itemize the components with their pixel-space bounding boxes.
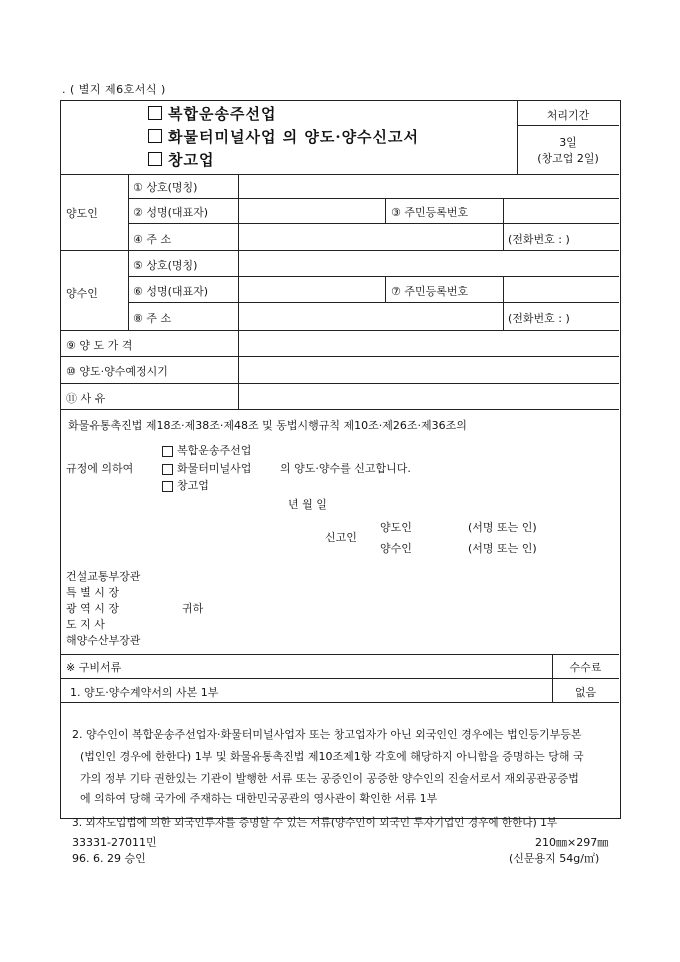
checkbox-icon[interactable] (162, 464, 173, 475)
addressee-3: 광 역 시 장 (66, 602, 119, 615)
declaration-option-3: 창고업 (162, 477, 209, 493)
declaration-option-1: 복합운송주선업 (162, 442, 251, 458)
checkbox-icon[interactable] (162, 446, 173, 457)
doc-item-3: 3. 외자도입법에 의한 외국인투자를 증명할 수 있는 서류(양수인이 외국인 투자기업인 경우에 한한다) 1부 (72, 817, 558, 829)
declaration-date: 년 월 일 (288, 498, 327, 511)
transferor-regno-input[interactable] (505, 200, 617, 221)
transferee-rep-label: ⑥ 성명(대표자) (133, 285, 209, 298)
transferee-addr-input[interactable] (240, 304, 501, 328)
processing-warehouse: (창고업 2일) (537, 152, 599, 165)
declarant-transferee: 양수인 (380, 542, 412, 555)
transferee-label: 양수인 (66, 287, 98, 300)
price-input[interactable] (240, 332, 617, 354)
transferee-regno-label: ⑦ 주민등록번호 (391, 285, 469, 298)
transferor-addr-input[interactable] (240, 225, 501, 248)
honorific: 귀하 (182, 602, 204, 615)
transferor-name-label: ① 상호(명칭) (133, 181, 198, 194)
title-option-1: 복합운송주선업 (148, 103, 276, 124)
transferee-name-input[interactable] (240, 252, 617, 274)
declaration-prefix: 규정에 의하여 (66, 462, 134, 475)
reason-label: ⑪ 사 유 (66, 392, 106, 405)
fee-value: 없음 (574, 686, 597, 699)
footer-paper-size: 210㎜×297㎜ (535, 836, 609, 849)
title-option-2: 화물터미널사업 의 양도·양수신고서 (148, 126, 419, 147)
addressee-1: 건설교통부장관 (66, 570, 141, 583)
footer-approval: 96. 6. 29 승인 (72, 852, 146, 865)
transferor-phone: (전화번호 : ) (508, 233, 570, 246)
doc-item-2-line2: (법인인 경우에 한한다) 1부 및 화물유통촉진법 제10조제1항 각호에 해당하지 아니함을 증명하는 당해 국 (80, 750, 584, 763)
transferee-phone: (전화번호 : ) (508, 312, 570, 325)
price-label: ⑨ 양 도 가 격 (66, 339, 133, 352)
declaration-suffix: 의 양도·양수를 신고합니다. (280, 462, 411, 475)
checkbox-icon[interactable] (148, 129, 162, 143)
footer-code: 33331-27011민 (72, 836, 157, 849)
checkbox-icon[interactable] (148, 152, 162, 166)
checkbox-icon[interactable] (162, 481, 173, 492)
transferor-rep-label: ② 성명(대표자) (133, 206, 209, 219)
transferor-rep-input[interactable] (240, 200, 383, 221)
documents-header: ※ 구비서류 (66, 661, 122, 674)
transferor-label: 양도인 (66, 207, 98, 220)
doc-item-2-line4: 에 의하여 당해 국가에 주재하는 대한민국공관의 영사관이 확인한 서류 1부 (80, 792, 438, 805)
addressee-4: 도 지 사 (66, 618, 105, 631)
footer-paper-type: (신문용지 54g/㎡) (509, 852, 600, 865)
doc-item-2-line1: 2. 양수인이 복합운송주선업자·화물터미널사업자 또는 창고업자가 아닌 외국인인 경우에는 법인등기부등본 (72, 728, 582, 741)
processing-days: 3일 (559, 136, 577, 149)
checkbox-icon[interactable] (148, 106, 162, 120)
doc-item-1: 1. 양도·양수계약서의 사본 1부 (70, 686, 219, 699)
title-option-3: 창고업 (148, 149, 214, 170)
form-number: . ( 별지 제6호서식 ) (62, 83, 166, 96)
transferee-addr-label: ⑧ 주 소 (133, 312, 172, 325)
transferee-name-label: ⑤ 상호(명칭) (133, 259, 198, 272)
reason-input[interactable] (240, 385, 617, 407)
transferor-addr-label: ④ 주 소 (133, 233, 172, 246)
addressee-2: 특 별 시 장 (66, 586, 119, 599)
processing-label: 처리기간 (546, 109, 590, 122)
fee-label: 수수료 (569, 661, 602, 674)
sign-transferor[interactable]: (서명 또는 인) (468, 521, 537, 534)
doc-item-2-line3: 가의 정부 기타 권한있는 기관이 발행한 서류 또는 공증인이 공증한 양수인의 진술서로서 재외공관공증법 (80, 772, 579, 785)
transferee-regno-input[interactable] (505, 278, 617, 300)
transferor-name-input[interactable] (240, 176, 617, 196)
transferor-regno-label: ③ 주민등록번호 (391, 206, 469, 219)
declarant-label: 신고인 (325, 531, 357, 544)
sign-transferee[interactable]: (서명 또는 인) (468, 542, 537, 555)
declaration-option-2: 화물터미널사업 (162, 460, 251, 476)
schedule-label: ⑩ 양도·양수예정시기 (66, 365, 168, 378)
declaration-line1: 화물유통촉진법 제18조·제38조·제48조 및 동법시행규칙 제10조·제26조·제36조의 (68, 419, 467, 432)
addressee-5: 해양수산부장관 (66, 634, 141, 647)
transferee-rep-input[interactable] (240, 278, 383, 300)
schedule-input[interactable] (240, 358, 617, 381)
declarant-transferor: 양도인 (380, 521, 412, 534)
